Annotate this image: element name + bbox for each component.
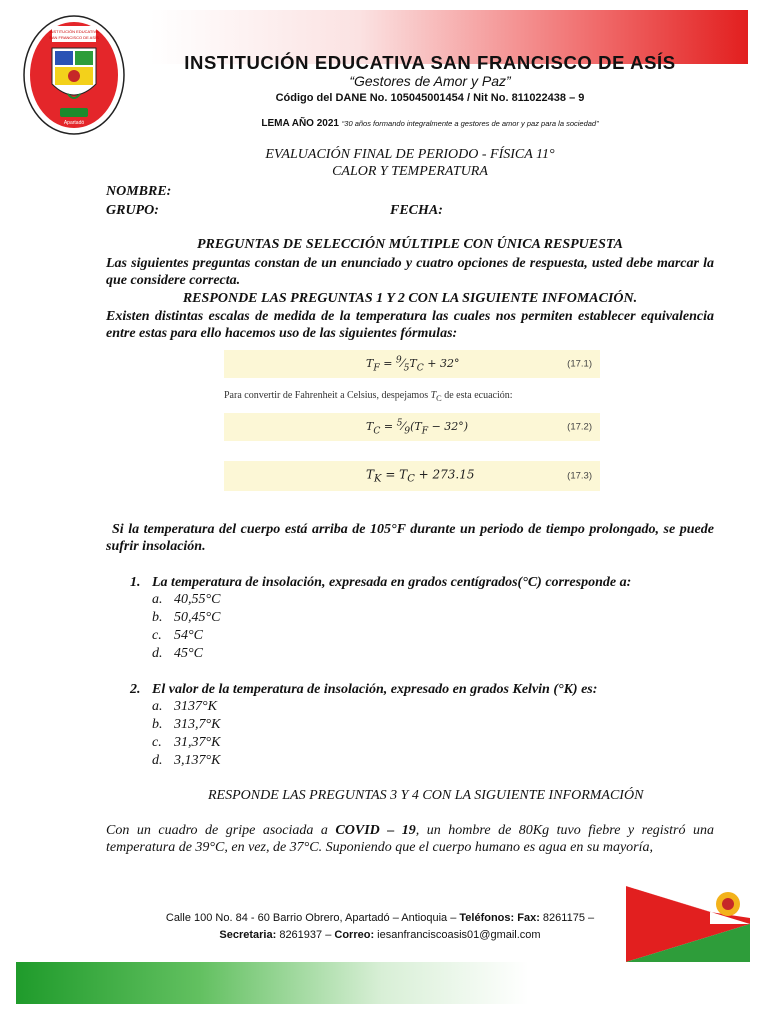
instructions: Las siguientes preguntas constan de un enunciado y cuatro opciones de respuesta, usted debe marcar la que considere correcta.: [106, 256, 714, 288]
question-2-text: El valor de la temperatura de insolación, expresado en grados Kelvin (°K) es:: [152, 682, 598, 697]
footer-email-label: Correo:: [334, 929, 375, 941]
option-text: 54°C: [174, 628, 203, 643]
formula-2: $T_C$ = $^5⁄_9(T_F - 32^\circ)$: [366, 417, 469, 437]
option-text: 50,45°C: [174, 610, 221, 625]
formula-2-number: (17.2): [567, 421, 592, 433]
option-text: 3,137°K: [174, 753, 221, 768]
logo-name-text: SAN FRANCISCO DE ASÍS: [49, 35, 99, 40]
section-title: PREGUNTAS DE SELECCIÓN MÚLTIPLE CON ÚNICA RESPUESTA: [196, 237, 624, 252]
footer-secretaria-label: Secretaria:: [219, 929, 277, 941]
formula-box-1: [224, 350, 600, 378]
grupo-label: GRUPO:: [106, 203, 159, 218]
fecha-label: FECHA:: [390, 203, 443, 218]
footer-phones-value: 8261175 –: [539, 912, 595, 924]
covid-bold: COVID – 19: [335, 823, 416, 838]
option-text: 31,37°K: [174, 735, 221, 750]
year-motto: [140, 118, 720, 129]
formula-note: Para convertir de Fahrenheit a Celsius, despejamos $T_C$ de esta ecuación:: [224, 390, 513, 403]
lema-text: “30 años formando integralmente a gestores de amor y paz para la sociedad”: [341, 119, 599, 128]
footer-address: [130, 910, 630, 944]
formula-box-3: [224, 461, 600, 491]
dane-code: Código del DANE No. 105045001454 / Nit No. 811022438 – 9: [275, 92, 585, 104]
option[interactable]: [152, 716, 220, 734]
question-1-number: 1.: [130, 575, 141, 590]
option-letter: b.: [152, 610, 163, 625]
footer-line-2: [130, 927, 630, 944]
formula-box-2: [224, 413, 600, 441]
insolation-context: Si la temperatura del cuerpo está arriba de 105°F durante un periodo de tiempo prolongado, se puede sufrir insolación.: [106, 522, 714, 554]
exam-subtitle: CALOR Y TEMPERATURA: [332, 164, 488, 179]
question-2-number: 2.: [130, 682, 141, 697]
option[interactable]: [152, 609, 220, 627]
option-text: 313,7°K: [174, 717, 221, 732]
option-letter: a.: [152, 592, 163, 607]
covid-paragraph: [106, 822, 714, 856]
logo-bottom-text: Apartadó: [63, 120, 85, 126]
institution-motto: “Gestores de Amor y Paz”: [349, 73, 511, 89]
footer-phones-label: Teléfonos: Fax:: [459, 912, 540, 924]
option[interactable]: [152, 698, 220, 716]
question-1-text: La temperatura de insolación, expresada en grados centígrados(°C) corresponde a:: [152, 575, 632, 590]
footer-email-value: iesanfranciscoasis01@gmail.com: [374, 929, 541, 941]
institution-name: INSTITUCIÓN EDUCATIVA SAN FRANCISCO DE ASÍS: [184, 52, 676, 73]
option[interactable]: [152, 645, 220, 663]
lema-label: LEMA AÑO 2021: [261, 118, 339, 129]
option[interactable]: [152, 752, 220, 770]
formula-1-number: (17.1): [567, 358, 592, 370]
formula-3: $T_K = T_C + 273.15$: [366, 467, 475, 485]
exam-title: EVALUACIÓN FINAL DE PERIODO - FÍSICA 11°: [265, 147, 555, 162]
option-text: 3137°K: [174, 699, 217, 714]
footer-address-text: Calle 100 No. 84 - 60 Barrio Obrero, Apartadó – Antioquia –: [165, 912, 460, 924]
covid-text-pre: Con un cuadro de gripe asociada a: [106, 823, 336, 838]
option-letter: c.: [152, 628, 162, 643]
option-letter: d.: [152, 646, 163, 661]
school-crest-logo: [22, 14, 126, 136]
footer-green-band: [16, 962, 748, 1004]
option[interactable]: [152, 734, 220, 752]
option[interactable]: [152, 591, 220, 609]
respond-1-2: RESPONDE LAS PREGUNTAS 1 Y 2 CON LA SIGUIENTE INFOMACIÓN.: [182, 291, 638, 306]
option-letter: d.: [152, 753, 163, 768]
formulas-intro: Existen distintas escalas de medida de la temperatura las cuales nos permiten establecer equivalencia entre estas para ello hacemos uso de las siguientes fórmulas:: [106, 309, 714, 341]
respond-3-4: RESPONDE LAS PREGUNTAS 3 Y 4 CON LA SIGUIENTE INFORMACIÓN: [208, 788, 644, 803]
covid-text-post: , un hombre de 80Kg tuvo fiebre y registró una temperatura de 39°C, en vez, de 37°C. Suponiendo que el cuerpo humano es agua en su mayoría,: [106, 823, 714, 855]
option[interactable]: [152, 627, 220, 645]
nombre-label: NOMBRE:: [106, 184, 172, 199]
logo-top-text: INSTITUCIÓN EDUCATIVA: [49, 29, 99, 34]
footer-line-1: [130, 910, 630, 927]
option-letter: b.: [152, 717, 163, 732]
option-letter: a.: [152, 699, 163, 714]
question-1: [130, 574, 720, 591]
question-2-options: [152, 698, 220, 770]
option-letter: c.: [152, 735, 162, 750]
municipal-flag: [626, 886, 750, 962]
option-text: 40,55°C: [174, 592, 221, 607]
option-text: 45°C: [174, 646, 203, 661]
question-2: [130, 681, 720, 698]
question-1-options: [152, 591, 220, 663]
formula-1: $T_F$ = $^9⁄_5T_C + 32^\circ$: [366, 354, 460, 374]
formula-3-number: (17.3): [567, 470, 592, 482]
footer-secretaria-value: 8261937 –: [276, 929, 335, 941]
